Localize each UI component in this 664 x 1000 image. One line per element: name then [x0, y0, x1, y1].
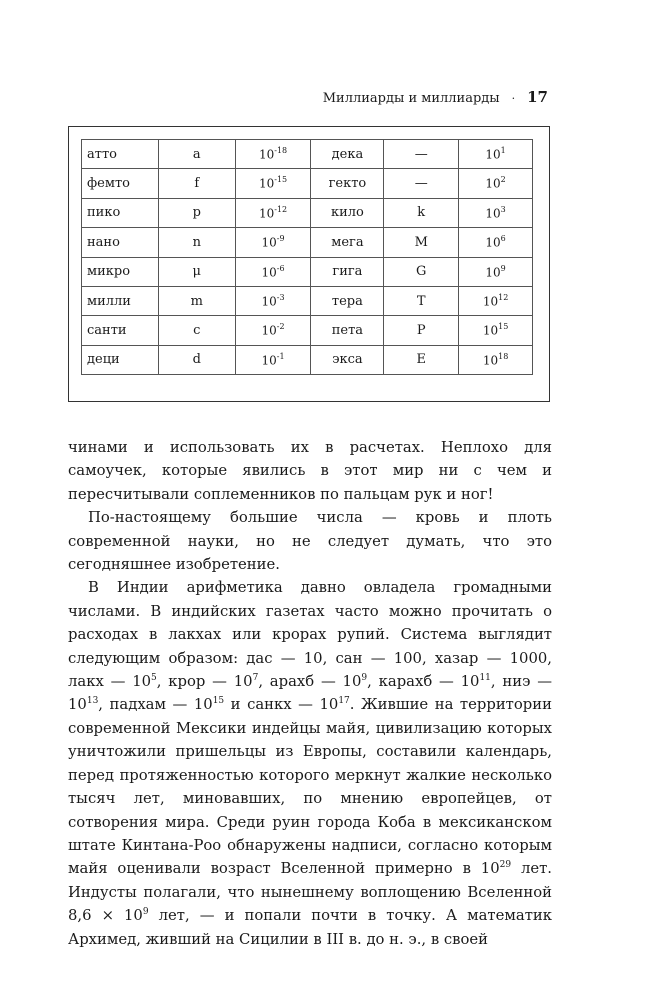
- prefix-power-cell: [235, 345, 311, 374]
- text-run: . Жившие на территории современной Мексики индейцы майя, цивилизацию которых уничтожили пришельцы из Европы, составили календарь, перед протяженностью которого меркнут жалкие несколько тысяч лет, миновавших, по мнению европейцев, от сотворения мира. Среди руин города Коба в мексиканском штате Кинтана-Роо обнаружены надписи, согласно которым майя оценивали возраст Вселенной примерно в 10: [68, 696, 552, 878]
- paragraph-2: По-настоящему большие числа — кровь и плоть современной науки, но не следует думать, что это сегодняшнее изобретение.: [68, 509, 552, 574]
- power-exponent: 15: [498, 322, 509, 332]
- power-exponent: 1: [500, 146, 506, 156]
- prefix-name-cell: кило: [311, 198, 384, 227]
- running-header-title: Миллиарды и миллиарды: [322, 91, 500, 106]
- power-base: 10: [261, 294, 277, 309]
- paragraph-1: чинами и использовать их в расчетах. Неплохо для самоучек, которые явились в этот мир ни с чем и пересчитывали соплеменников по пальцам рук и ног!: [68, 439, 552, 503]
- table-row: [82, 316, 533, 345]
- prefix-symbol-cell: n: [158, 228, 235, 257]
- prefix-name-cell: нано: [82, 228, 159, 257]
- power-exponent: 6: [500, 234, 506, 244]
- body-text: [68, 436, 552, 951]
- table-row: [82, 286, 533, 315]
- text-run: , карахб — 10: [367, 673, 480, 691]
- prefix-symbol-cell: c: [158, 316, 235, 345]
- power-base: 10: [485, 206, 501, 221]
- superscript: 9: [142, 907, 149, 918]
- prefix-name-cell: санти: [82, 316, 159, 345]
- prefix-power-cell: [459, 316, 533, 345]
- prefix-name-cell: гига: [311, 257, 384, 286]
- table-row: [82, 169, 533, 198]
- text-run: В Индии арифметика давно овладела громадными числами. В индийских газетах часто можно прочитать о расходах в лакхах или крорах рупий. Система выглядит следующим образом: дас — 10, сан — 100, хазар — 1000, лакх — 10: [68, 579, 552, 691]
- power-exponent: -9: [276, 234, 285, 244]
- superscript: 9: [361, 673, 368, 684]
- prefix-power-cell: [459, 228, 533, 257]
- prefix-symbol-cell: p: [158, 198, 235, 227]
- power-base: 10: [482, 323, 499, 338]
- text-run: и санкх — 10: [224, 696, 339, 714]
- prefix-symbol-cell: E: [384, 345, 459, 374]
- prefix-name-cell: дека: [311, 140, 384, 169]
- prefix-symbol-cell: k: [384, 198, 459, 227]
- power-base: 10: [261, 264, 277, 279]
- power-base: 10: [482, 294, 499, 309]
- table-row: [82, 257, 533, 286]
- prefix-power-cell: [235, 140, 311, 169]
- table-row: [82, 198, 533, 227]
- prefix-symbol-cell: d: [158, 345, 235, 374]
- prefix-power-cell: [459, 257, 533, 286]
- prefix-symbol-cell: T: [384, 286, 459, 315]
- power-base: 10: [261, 235, 277, 250]
- prefix-name-cell: атто: [82, 140, 159, 169]
- prefix-power-cell: [459, 345, 533, 374]
- power-exponent: 12: [498, 292, 509, 302]
- power-exponent: 2: [500, 175, 506, 185]
- prefix-name-cell: тера: [311, 286, 384, 315]
- prefix-symbol-cell: μ: [158, 257, 235, 286]
- superscript: 17: [338, 696, 350, 707]
- prefix-power-cell: [459, 286, 533, 315]
- power-base: 10: [485, 147, 501, 162]
- table-row: [82, 140, 533, 169]
- power-base: 10: [485, 176, 501, 191]
- power-base: 10: [258, 206, 275, 221]
- text-run: , падхам — 10: [98, 696, 213, 714]
- text-run: лет, — и попали почти в точку. А математик Архимед, живший на Сицилии в III в. до н. э., в своей: [68, 907, 553, 948]
- prefix-power-cell: [235, 169, 311, 198]
- power-exponent: -3: [276, 292, 285, 302]
- table-row: [82, 228, 533, 257]
- prefix-symbol-cell: —: [384, 169, 459, 198]
- power-exponent: 3: [500, 204, 506, 214]
- superscript: 29: [499, 860, 512, 871]
- prefix-power-cell: [459, 198, 533, 227]
- power-base: 10: [261, 353, 277, 368]
- power-exponent: -6: [276, 263, 285, 273]
- prefix-table: [81, 139, 533, 375]
- superscript: 7: [252, 673, 259, 684]
- prefix-symbol-cell: P: [384, 316, 459, 345]
- prefix-name-cell: деци: [82, 345, 159, 374]
- power-exponent: -15: [274, 175, 288, 185]
- power-exponent: -2: [276, 322, 285, 332]
- superscript: 5: [151, 673, 157, 684]
- power-base: 10: [258, 176, 275, 191]
- power-exponent: -18: [274, 146, 288, 156]
- prefix-symbol-cell: f: [158, 169, 235, 198]
- prefix-power-cell: [459, 140, 533, 169]
- prefix-name-cell: фемто: [82, 169, 159, 198]
- prefix-name-cell: гекто: [311, 169, 384, 198]
- prefix-symbol-cell: a: [158, 140, 235, 169]
- table-row: [82, 345, 533, 374]
- prefix-name-cell: милли: [82, 286, 159, 315]
- prefix-name-cell: мега: [311, 228, 384, 257]
- power-exponent: 9: [500, 263, 506, 273]
- prefix-table-frame: [68, 126, 550, 402]
- prefix-power-cell: [235, 286, 311, 315]
- power-base: 10: [482, 353, 499, 368]
- prefix-power-cell: [235, 257, 311, 286]
- page-number: 17: [527, 88, 548, 106]
- prefix-power-cell: [459, 169, 533, 198]
- prefix-symbol-cell: M: [384, 228, 459, 257]
- prefix-power-cell: [235, 228, 311, 257]
- power-exponent: -1: [276, 351, 285, 361]
- power-base: 10: [261, 323, 277, 338]
- superscript: 13: [86, 696, 99, 707]
- text-run: лет. Индусты полагали, что нынешнему воплощению Вселенной 8,6 × 10: [68, 860, 553, 925]
- power-exponent: 18: [498, 351, 509, 361]
- prefix-symbol-cell: G: [384, 257, 459, 286]
- power-exponent: -12: [274, 204, 288, 214]
- superscript: 15: [212, 696, 225, 707]
- paragraph-3: [68, 576, 552, 951]
- prefix-symbol-cell: m: [158, 286, 235, 315]
- running-header: [323, 88, 548, 106]
- power-base: 10: [485, 264, 501, 279]
- header-separator: ·: [511, 92, 516, 105]
- prefix-name-cell: пико: [82, 198, 159, 227]
- text-run: , ниэ — 10: [68, 673, 553, 714]
- prefix-name-cell: пета: [311, 316, 384, 345]
- prefix-symbol-cell: —: [384, 140, 459, 169]
- prefix-power-cell: [235, 316, 311, 345]
- power-base: 10: [258, 147, 275, 162]
- text-run: , арахб — 10: [258, 673, 362, 691]
- prefix-name-cell: экса: [311, 345, 384, 374]
- power-base: 10: [485, 235, 501, 250]
- text-run: , крор — 10: [156, 673, 253, 691]
- prefix-name-cell: микро: [82, 257, 159, 286]
- superscript: 11: [479, 673, 491, 684]
- prefix-power-cell: [235, 198, 311, 227]
